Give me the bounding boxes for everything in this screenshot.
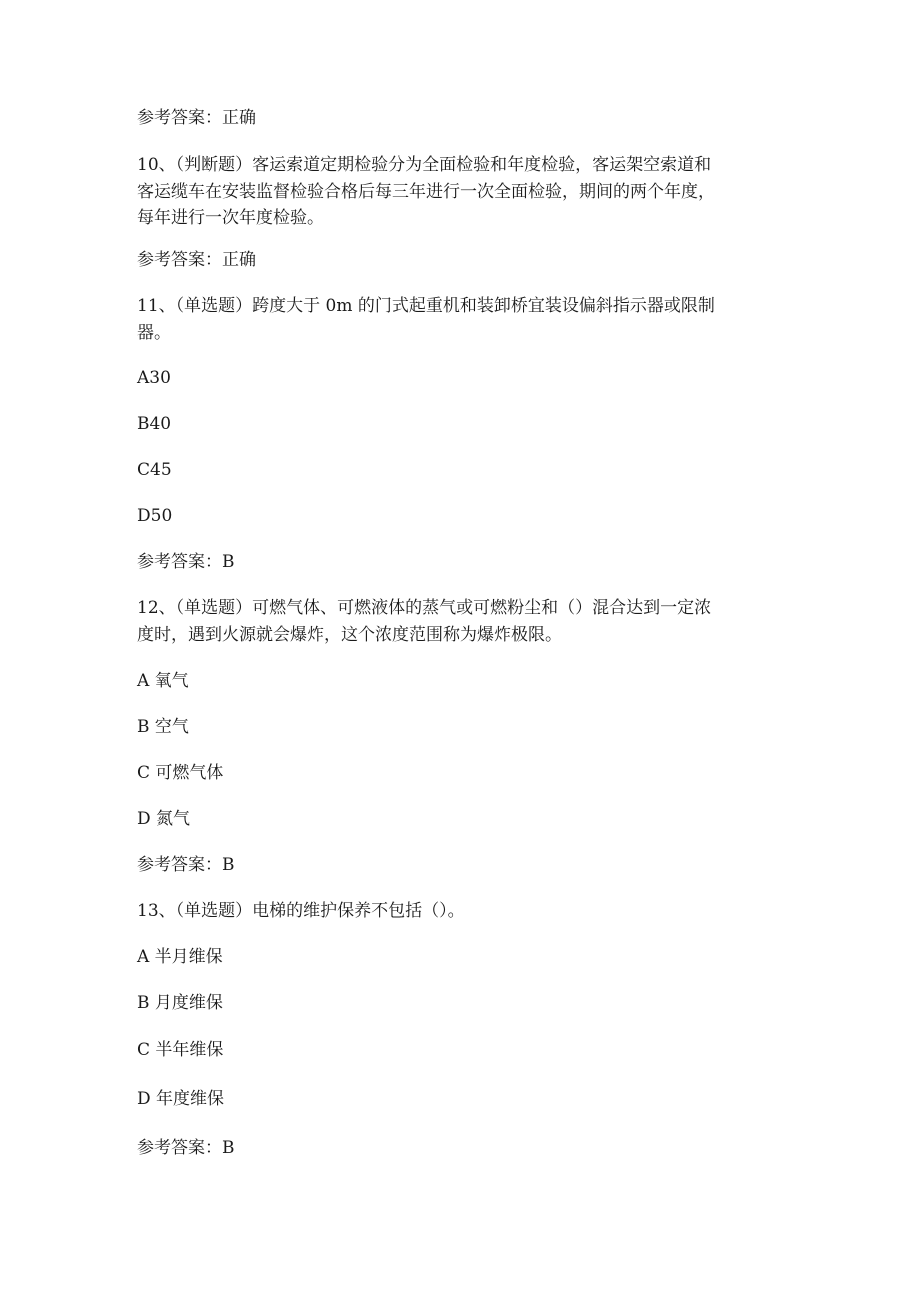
q10-text-line1: 10、（判断题）客运索道定期检验分为全面检验和年度检验，客运架空索道和 [137, 155, 712, 175]
q12-option-a: A 氧气 [137, 671, 189, 691]
q11-option-b: B40 [137, 414, 172, 434]
q11-option-d: D50 [137, 506, 173, 526]
q9-answer: 参考答案：正确 [137, 108, 256, 128]
q12-text-line2: 度时，遇到火源就会爆炸，这个浓度范围称为爆炸极限。 [137, 625, 562, 645]
q12-text-line1: 12、（单选题）可燃气体、可燃液体的蒸气或可燃粉尘和（）混合达到一定浓 [137, 598, 712, 618]
q13-option-d: D 年度维保 [137, 1089, 225, 1109]
q11-text-line2: 器。 [137, 323, 171, 343]
q10-text-line3: 每年进行一次年度检验。 [137, 208, 324, 228]
q13-option-a: A 半月维保 [137, 947, 223, 967]
q10-answer: 参考答案：正确 [137, 250, 256, 270]
q11-text-line1: 11、（单选题）跨度大于 0m 的门式起重机和装卸桥宜装设偏斜指示器或限制 [137, 296, 715, 316]
q12-option-b: B 空气 [137, 717, 189, 737]
q13-option-b: B 月度维保 [137, 993, 223, 1013]
q12-option-d: D 氮气 [137, 809, 191, 829]
q13-option-c: C 半年维保 [137, 1040, 224, 1060]
q11-option-c: C45 [137, 460, 172, 480]
q11-answer: 参考答案：B [137, 552, 235, 572]
q12-option-c: C 可燃气体 [137, 763, 224, 783]
q13-answer: 参考答案：B [137, 1138, 235, 1158]
q11-option-a: A30 [137, 368, 171, 388]
q10-text-line2: 客运缆车在安装监督检验合格后每三年进行一次全面检验，期间的两个年度， [137, 182, 715, 202]
q13-text-line1: 13、（单选题）电梯的维护保养不包括（）。 [137, 901, 465, 921]
q12-answer: 参考答案：B [137, 855, 235, 875]
